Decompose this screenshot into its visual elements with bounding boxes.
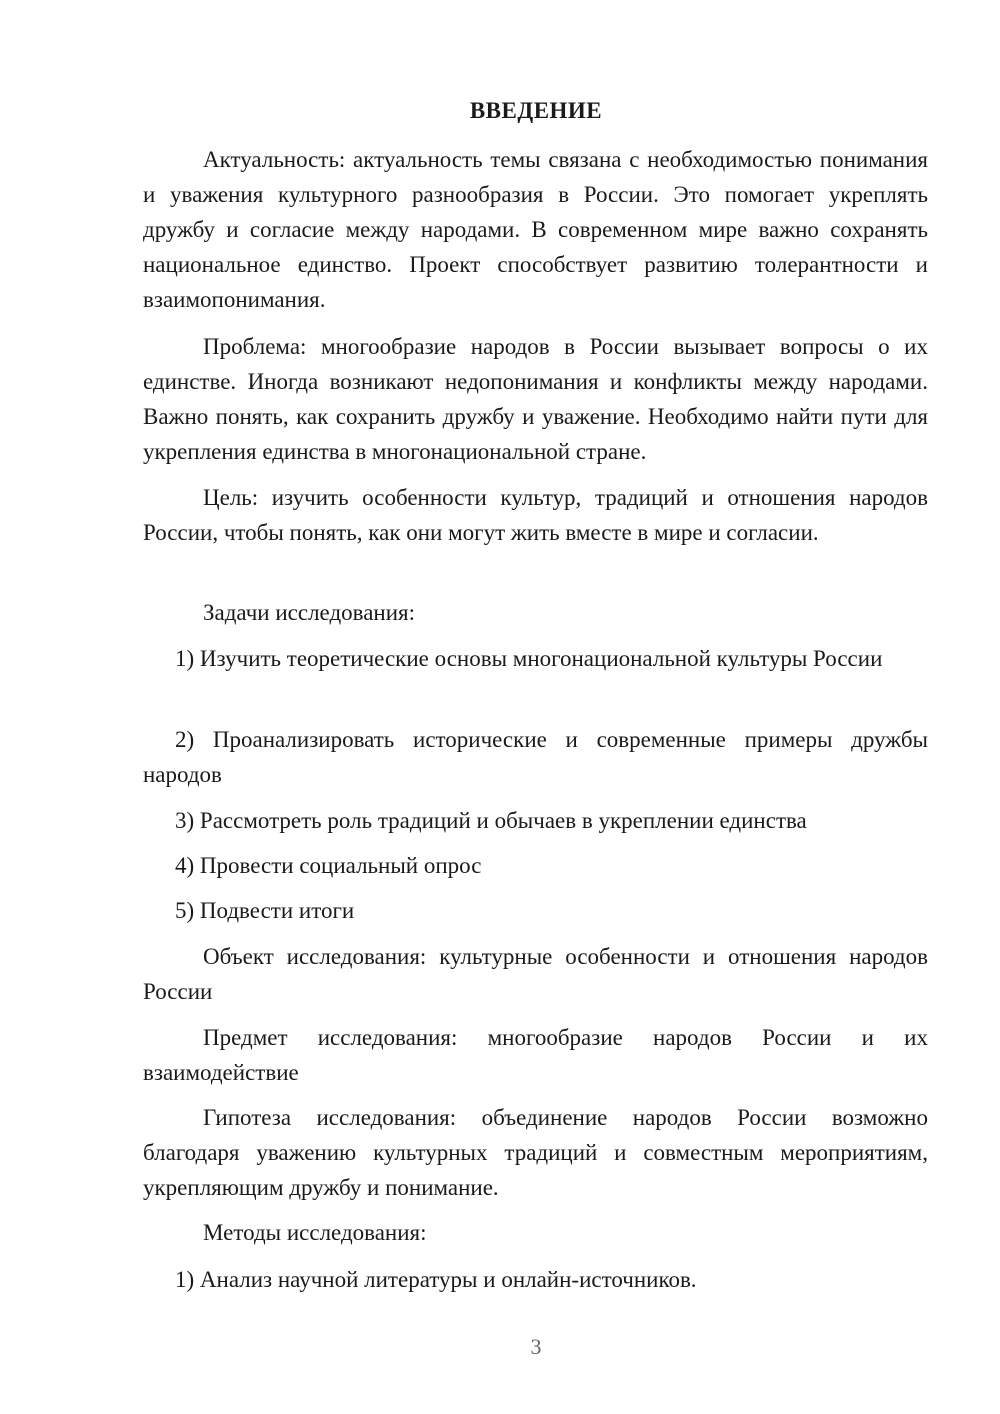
paragraph-goal: Цель: изучить особенности культур, традиций и отношения народов России, чтобы понять, как они могут жить вместе в мире и согласии.	[143, 485, 928, 545]
task-item-3: 3) Рассмотреть роль традиций и обычаев в укреплении единства	[175, 808, 807, 833]
method-item-1: 1) Анализ научной литературы и онлайн-источников.	[175, 1267, 697, 1292]
paragraph-problem: Проблема: многообразие народов в России вызывает вопросы о их единстве. Иногда возникают недопонимания и конфликты между народами. Важно понять, как сохранить дружбу и уважение. Необходимо найти пути для укрепления единства в многонациональной стране.	[143, 334, 928, 464]
task-item-4: 4) Провести социальный опрос	[175, 853, 482, 878]
paragraph-relevance: Актуальность: актуальность темы связана с необходимостью понимания и уважения культурного разнообразия в России. Это помогает укреплять дружбу и согласие между народами. В современном мире важно сохранять национальное единство. Проект способствует развитию толерантности и взаимопонимания.	[143, 147, 928, 312]
paragraph-hypothesis: Гипотеза исследования: объединение народов России возможно благодаря уважению культурных традиций и совместным мероприятиям, укрепляющим дружбу и понимание.	[143, 1105, 928, 1200]
tasks-heading: Задачи исследования:	[203, 600, 416, 625]
paragraph-object: Объект исследования: культурные особенности и отношения народов России	[143, 944, 928, 1004]
paragraph-subject: Предмет исследования: многообразие народов России и их взаимодействие	[143, 1025, 928, 1085]
task-item-2: 2) Проанализировать исторические и современные примеры дружбы народов	[143, 727, 928, 787]
page-number: 3	[530, 1334, 542, 1359]
page-title: ВВЕДЕНИЕ	[469, 98, 603, 123]
methods-heading: Методы исследования:	[203, 1220, 427, 1245]
task-item-5: 5) Подвести итоги	[175, 898, 355, 923]
task-item-1: 1) Изучить теоретические основы многонациональной культуры России	[175, 646, 883, 671]
